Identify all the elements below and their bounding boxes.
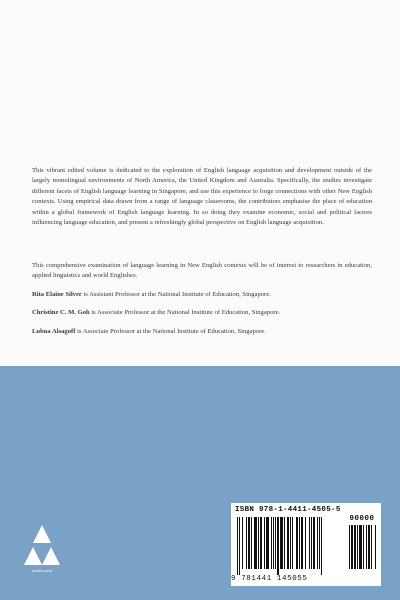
barcode-bar	[246, 517, 247, 569]
barcode-bar	[371, 525, 372, 569]
barcode-bar	[321, 517, 322, 575]
barcode-bar	[284, 517, 285, 569]
barcode-bar	[311, 517, 312, 569]
ean-barcode-bars	[237, 517, 345, 575]
addon-barcode-bars	[349, 525, 377, 575]
barcode-bar	[296, 517, 298, 569]
barcode-bar	[251, 517, 252, 569]
author-name: Lubna Alsagoff	[32, 328, 76, 335]
barcode-bar	[313, 517, 315, 569]
isbn-barcode	[231, 503, 381, 586]
barcode-bar	[292, 517, 293, 569]
barcode-bar	[317, 517, 318, 569]
barcode-bar	[260, 517, 262, 569]
author-bio-3	[32, 327, 372, 337]
barcode-bar	[242, 517, 243, 569]
ean-digits: 9 781441 145055	[231, 575, 308, 583]
barcode-bar	[359, 525, 362, 569]
author-bio-text: is Associate Professor at the National Institute of Education, Singapore.	[75, 328, 266, 335]
isbn-label: ISBN 978-1-4411-4505-5	[235, 506, 341, 514]
barcode-bar	[237, 517, 238, 575]
author-name: Rita Elaine Silver	[32, 291, 82, 298]
description-paragraph-2: This comprehensive examination of language learning in New English contexts will be of interest to researchers in education, applied linguistics and world Englishes.	[32, 262, 372, 280]
barcode-bar	[357, 525, 358, 569]
barcode-bar	[366, 525, 367, 569]
barcode-bar	[363, 525, 364, 569]
publisher-name: continuum	[31, 568, 53, 573]
barcode-bar	[305, 517, 306, 569]
barcode-bar	[375, 525, 376, 569]
barcode-bar	[254, 517, 257, 569]
author-bio-text: is Associate Professor at the National Institute of Education, Singapore.	[89, 309, 281, 316]
barcode-bar	[271, 517, 272, 569]
author-name: Christine C. M. Goh	[32, 309, 90, 316]
barcode-bar	[248, 517, 250, 569]
barcode-bar	[349, 525, 350, 569]
barcode-bar	[277, 517, 279, 575]
barcode-bar	[309, 517, 310, 569]
barcode-bar	[351, 525, 353, 569]
barcode-bar	[280, 517, 283, 569]
barcode-bar	[290, 517, 291, 569]
barcode-bar	[273, 517, 274, 569]
author-bio-text: is Assistant Professor at the National Institute of Education, Singapore.	[81, 291, 271, 298]
description-paragraph-1: This vibrant edited volume is dedicated to the exploration of English language acquisition and development outside of the largely monolingual environments of North America, the United Kingdom and Australia. Specifically, the studies investigate different facets of English language learning in Singapore, and use this experience to forge connections with other New English contexts. Using empirical data drawn from a range of language classrooms, the contributors emphasise the place of education within a global framework of English language learning. In so doing they examine economic, social and political factors influencing language education, and present a refreshingly global perspective on English language acquisition.	[32, 167, 372, 227]
author-bio-2	[32, 308, 372, 318]
barcode-bar	[287, 517, 289, 569]
barcode-bar	[258, 517, 259, 569]
barcode-bar	[301, 517, 303, 569]
barcode-bar	[264, 517, 265, 569]
author-bio-1	[32, 290, 372, 300]
barcode-bar	[239, 517, 240, 575]
barcode-bar	[368, 525, 370, 569]
barcode-bar	[299, 517, 300, 569]
barcode-bar	[275, 517, 276, 569]
price-code: 90000	[349, 515, 375, 523]
barcode-bar	[319, 517, 320, 569]
barcode-bar	[266, 517, 269, 569]
barcode-bar	[354, 525, 356, 569]
